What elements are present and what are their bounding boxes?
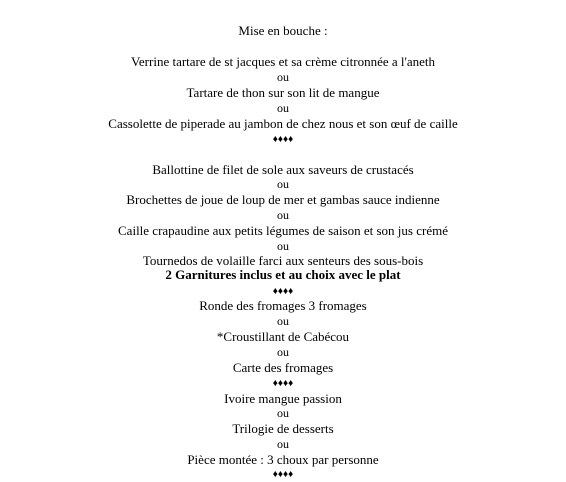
- menu-item: Verrine tartare de st jacques et sa crème citronnée a l'aneth: [130, 54, 436, 69]
- section-divider: ♦♦♦♦: [272, 134, 294, 145]
- menu-item: Ivoire mangue passion: [224, 391, 342, 406]
- menu-item: Tartare de thon sur son lit de mangue: [186, 85, 380, 100]
- menu-item: Carte des fromages: [232, 360, 334, 375]
- menu-item: Pièce montée : 3 choux par personne: [187, 452, 379, 467]
- menu-item: *Croustillant de Cabécou: [216, 329, 350, 344]
- or-separator: ou: [277, 314, 289, 328]
- or-separator: ou: [277, 70, 289, 84]
- menu-item: Ballottine de filet de sole aux saveurs de crustacés: [152, 162, 414, 177]
- section-divider: ♦♦♦♦: [272, 286, 294, 297]
- or-separator: ou: [277, 177, 289, 191]
- section-divider: ♦♦♦♦: [272, 469, 294, 480]
- or-separator: ou: [277, 239, 289, 253]
- menu-item: Caille crapaudine aux petits légumes de saison et son jus crémé: [118, 223, 448, 238]
- menu-item: Tournedos de volaille farci aux senteurs des sous-bois: [142, 253, 424, 268]
- menu-item: Cassolette de piperade au jambon de chez nous et son œuf de caille: [108, 116, 458, 131]
- menu-item: Trilogie de desserts: [232, 421, 334, 436]
- or-separator: ou: [277, 101, 289, 115]
- menu-item: Brochettes de joue de loup de mer et gambas sauce indienne: [126, 192, 440, 207]
- or-separator: ou: [277, 208, 289, 222]
- menu-heading: Mise en bouche :: [238, 23, 328, 38]
- menu-item: Ronde des fromages 3 fromages: [199, 298, 367, 313]
- garnitures-note: 2 Garnitures inclus et au choix avec le plat: [165, 267, 401, 282]
- or-separator: ou: [277, 437, 289, 451]
- or-separator: ou: [277, 406, 289, 420]
- or-separator: ou: [277, 345, 289, 359]
- section-divider: ♦♦♦♦: [272, 378, 294, 389]
